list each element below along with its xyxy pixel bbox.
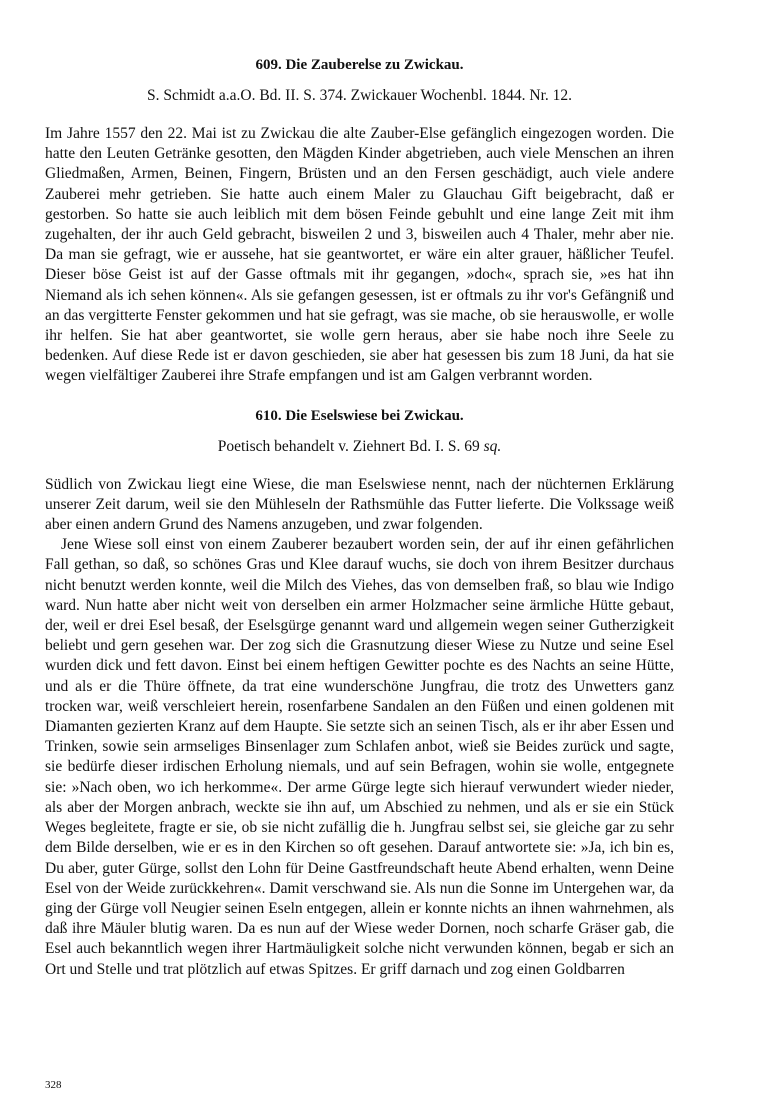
section-610-source-italic: sq. bbox=[483, 437, 502, 455]
section-610-paragraph-2: Jene Wiese soll einst von einem Zauberer bezaubert worden sein, der auf ihr einen gefährlichen Fall gethan, so daß, so schönes Gras und Klee darauf wuchs, sie doch von ihrem Besitzer durchaus nicht benutzt werden konnte, weil die Milch des Viehes, das von demselben fraß, so blau wie Indigo ward. Nun hatte aber nicht weit von derselben ein armer Holzmacher seine ärmliche Hütte gebaut, der, weil er drei Esel besaß, der Eselsgürge genannt ward und allgemein wegen seiner Gutherzigkeit beliebt und gern gesehen war. Der zog sich die Grasnutzung dieser Wiese zu Nutze und seine Esel wurden dick und fett davon. Einst bei einem heftigen Gewitter pochte es des Nachts an seine Hütte, und als er die Thüre öffnete, da trat eine wunderschöne Jungfrau, die trotz des Unwetters ganz trocken war, weiß verschleiert herein, rosenfarbene Sandalen an den Füßen und einen goldenen mit Diamanten gezierten Kranz auf dem Haupte. Sie setzte sich an seinen Tisch, als er ihr aber Essen und Trinken, sowie sein armseliges Binsenlager zum Schlafen anbot, wieß sie Beides zurück und sagte, sie bedürfe dieser irdischen Erholung niemals, und auf sein Befragen, wohin sie wolle, entgegnete sie: »Nach oben, wo ich herkomme«. Der arme Gürge legte sich hierauf verwundert wieder nieder, als aber der Morgen anbrach, weckte sie ihn auf, um Abschied zu nehmen, und als er sie ein Stück Weges begleitete, fragte er sie, ob sie nicht zufällig die h. Jungfrau selbst sei, sie gleiche gar zu sehr dem Bilde derselben, wie er es in den Kirchen so oft gesehen. Darauf antwortete sie: »Ja, ich bin es, Du aber, guter Gürge, sollst den Lohn für Deine Gastfreundschaft heute Abend erhalten, wenn Deine Esel von der Weide zurückkehren«. Damit verschwand sie. Als nun die Sonne im Untergehen war, da ging der Gürge voll Neugier seinen Eseln entgegen, allein er konnte nichts an ihnen wahrnehmen, als daß ihre Mäuler blutig waren. Da es nun auf der Wiese weder Dornen, noch scharfe Gräser gab, die Esel auch bekanntlich wegen ihrer Hartmäuligkeit solche nicht verwunden können, begab er sich an Ort und Stelle und trat plötzlich auf etwas Spitzes. Er griff darnach und zog einen Goldbarren bbox=[45, 536, 674, 978]
section-609-source: S. Schmidt a.a.O. Bd. II. S. 374. Zwickauer Wochenbl. 1844. Nr. 12. bbox=[146, 87, 573, 104]
section-609-title: 609. Die Zauberelse zu Zwickau. bbox=[255, 57, 464, 73]
section-610-source-text: Poetisch behandelt v. Ziehnert Bd. I. S. 69 bbox=[217, 437, 484, 455]
section-610-source bbox=[45, 437, 674, 457]
section-609-paragraph-1: Im Jahre 1557 den 22. Mai ist zu Zwickau die alte Zauber-Else gefänglich eingezogen worden. Die hatte den Leuten Getränke gesotten, den Mägden Kinder abgetrieben, auch viele Menschen an ihren Gliedmaßen, Armen, Beinen, Fingern, Brüsten und an den Fersen geschädigt, auch viele andere Zauberei mehr getrieben. Sie hatte auch einem Maler zu Glauchau Gift beigebracht, daß er gestorben. So hatte sie auch leiblich mit dem bösen Feinde gebuhlt und eine lange Zeit mit ihm zugehalten, der ihr auch Geld gebracht, bisweilen 2 und 3, bisweilen auch 4 Thaler, mehr aber nie. Da man sie gefragt, wie er aussehe, hat sie geantwortet, er wäre ein alter grauer, häßlicher Teufel. Dieser böse Geist ist auf der Gasse oftmals mit ihr gegangen, »doch«, sprach sie, »es hat ihn Niemand als ich sehen können«. Als sie gefangen gesessen, ist er oftmals zu ihr vor's Gefängniß und an das vergitterte Fenster gekommen und hat sie gefragt, was sie mache, ob sie herauswolle, er wolle ihr helfen. Sie hat aber geantwortet, sie wolle gern heraus, aber sie habe noch ihre Seele zu bedenken. Auf diese Rede ist er davon geschieden, sie aber hat gesessen bis zum 18 Juni, da hat sie wegen vielfältiger Zauberei ihre Strafe empfangen und ist am Galgen verbrannt worden. bbox=[45, 125, 674, 385]
page-number: 328 bbox=[45, 1079, 62, 1091]
document-page bbox=[45, 56, 674, 980]
section-610-paragraph-1: Südlich von Zwickau liegt eine Wiese, die man Eselswiese nennt, nach der nüchternen Erklärung unserer Zeit darum, weil sie den Mühleseln der Rathsmühle das Futter lieferte. Die Volkssage weiß aber einen andern Grund des Namens anzugeben, und zwar folgenden. bbox=[45, 475, 674, 534]
section-610-title: 610. Die Eselswiese bei Zwickau. bbox=[255, 407, 464, 424]
